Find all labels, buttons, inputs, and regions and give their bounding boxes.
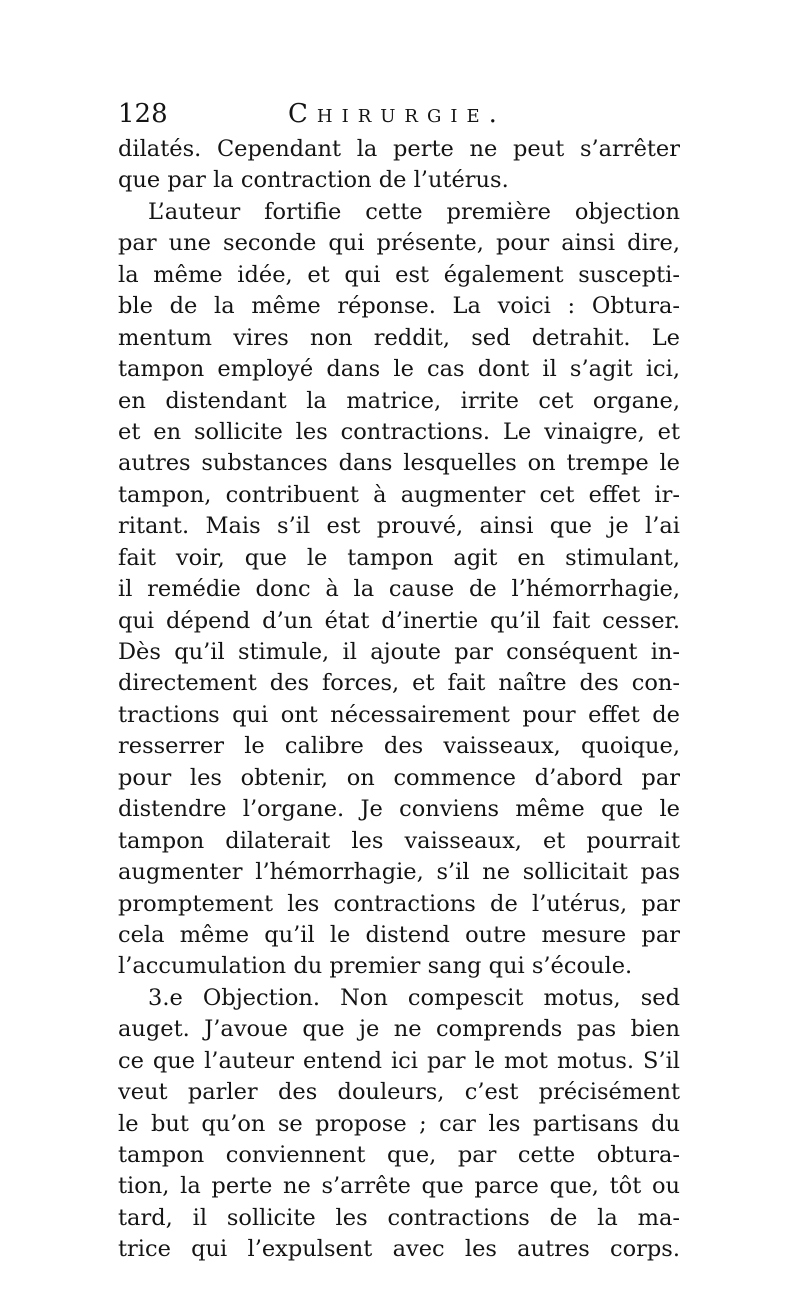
text-line: mentum vires non reddit, sed detrahit. Le: [118, 324, 680, 351]
text-line: L’auteur fortifie cette première objection: [148, 198, 680, 225]
text-line: le but qu’on se propose ; car les partisans du: [118, 1110, 680, 1137]
text-line: tard, il sollicite les contractions de la ma-: [118, 1204, 680, 1231]
text-line: tion, la perte ne s’arrête que parce que, tôt ou: [118, 1173, 680, 1200]
text-line: tampon dilaterait les vaisseaux, et pourrait: [118, 827, 680, 854]
text-line: tractions qui ont nécessairement pour effet de: [118, 701, 680, 728]
body-text: [118, 134, 680, 1266]
text-line: autres substances dans lesquelles on trempe le: [118, 450, 680, 477]
text-line: ble de la même réponse. La voici : Obtura-: [118, 293, 680, 320]
running-title: Chirurgie.: [288, 99, 506, 129]
text-line: Dès qu’il stimule, il ajoute par conséquent in-: [118, 639, 680, 665]
text-line: dilatés. Cependant la perte ne peut s’arrêter: [118, 136, 680, 162]
text-line: par une seconde qui présente, pour ainsi dire,: [118, 230, 680, 257]
text-line: il remédie donc à la cause de l’hémorrhagie,: [118, 576, 680, 603]
text-line: ce que l’auteur entend ici par le mot motus. S’il: [118, 1047, 680, 1074]
text-line: pour les obtenir, on commence d’abord par: [118, 764, 680, 791]
text-line: directement des forces, et fait naître des con-: [118, 670, 680, 697]
page-number: 128: [118, 99, 168, 129]
text-line: promptement les contractions de l’utérus, par: [118, 890, 680, 917]
text-line: tampon employé dans le cas dont il s’agit ici,: [118, 356, 680, 383]
text-line: en distendant la matrice, irrite cet organe,: [118, 387, 680, 414]
text-line: resserrer le calibre des vaisseaux, quoique,: [118, 733, 680, 760]
text-line: 3.e Objection. Non compescit motus, sed: [148, 984, 680, 1011]
text-line: tampon, contribuent à augmenter cet effet ir-: [118, 481, 680, 508]
text-line: la même idée, et qui est également suscepti-: [118, 261, 680, 288]
text-line: cela même qu’il le distend outre mesure par: [118, 921, 680, 948]
text-line: que par la contraction de l’utérus.: [118, 167, 509, 194]
text-line: trice qui l’expulsent avec les autres corps.: [118, 1236, 680, 1263]
text-line: tampon conviennent que, par cette obtura-: [118, 1142, 680, 1168]
text-line: augmenter l’hémorrhagie, s’il ne sollicitait pas: [118, 859, 680, 886]
text-line: l’accumulation du premier sang qui s’écoule.: [118, 953, 633, 980]
text-line: fait voir, que le tampon agit en stimulant,: [118, 544, 680, 571]
text-line: qui dépend d’un état d’inertie qu’il fait cesser.: [118, 607, 680, 634]
text-line: ritant. Mais s’il est prouvé, ainsi que je l’ai: [118, 513, 680, 540]
text-line: distendre l’organe. Je conviens même que le: [118, 796, 680, 823]
page-header: [118, 94, 680, 134]
text-line: auget. J’avoue que je ne comprends pas bien: [118, 1016, 680, 1043]
text-line: et en sollicite les contractions. Le vinaigre, et: [118, 418, 680, 445]
text-line: veut parler des douleurs, c’est précisément: [118, 1079, 680, 1106]
